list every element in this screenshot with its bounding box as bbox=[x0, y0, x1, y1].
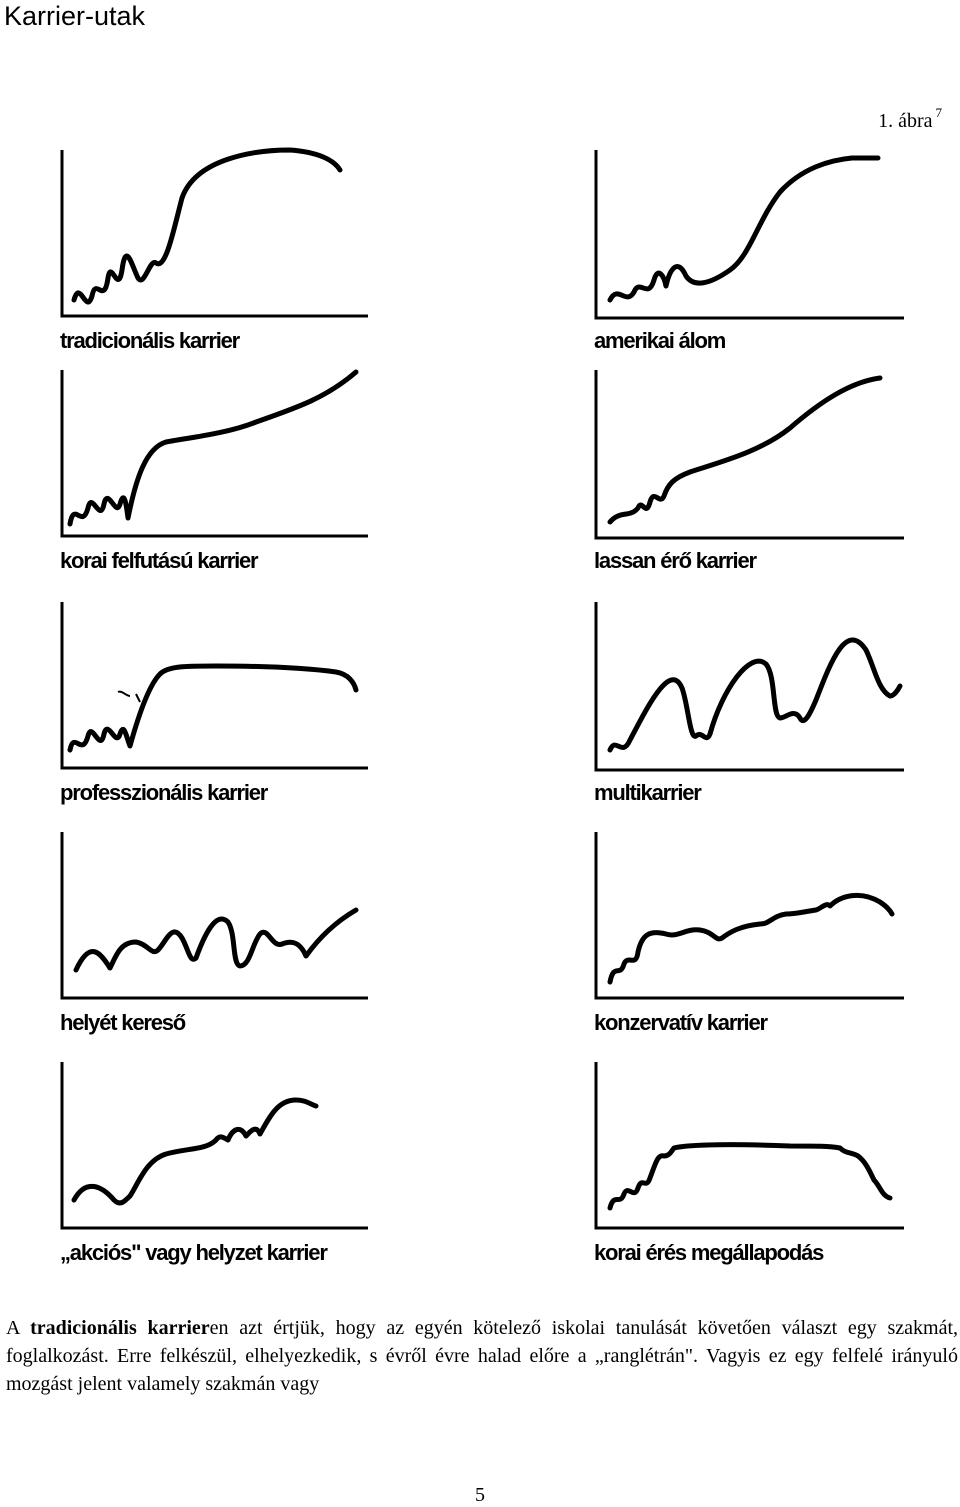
career-curve bbox=[610, 378, 880, 522]
career-graph-traditional bbox=[56, 148, 396, 363]
graph-axes bbox=[596, 370, 904, 538]
figure-reference bbox=[878, 100, 942, 134]
figure-label: 1. ábra bbox=[878, 110, 933, 132]
graph-axes bbox=[596, 832, 904, 998]
career-curve bbox=[74, 1100, 316, 1203]
career-graph-professional bbox=[56, 600, 396, 815]
graph-label: helyét kereső bbox=[60, 1010, 186, 1035]
graph-label: professzionális karrier bbox=[60, 780, 268, 805]
graph-axes bbox=[62, 832, 368, 998]
graph-axes bbox=[62, 602, 368, 768]
career-graph-early-start bbox=[56, 368, 396, 583]
career-curve bbox=[610, 640, 900, 750]
career-graph-multicareer bbox=[590, 600, 930, 815]
career-curve bbox=[76, 910, 356, 970]
footnote-marker: 7 bbox=[935, 105, 942, 120]
career-graph-searching bbox=[56, 830, 396, 1045]
graph-label: lassan érő karrier bbox=[594, 548, 756, 573]
graph-axes bbox=[62, 150, 368, 316]
page-number: 5 bbox=[475, 1484, 485, 1506]
page-heading: Karrier-utak bbox=[4, 1, 146, 31]
graph-label: korai érés megállapodás bbox=[594, 1240, 824, 1265]
career-graph-situational bbox=[56, 1060, 396, 1275]
graph-axes bbox=[596, 150, 904, 318]
graph-label: tradicionális karrier bbox=[60, 328, 240, 353]
career-graph-slow-maturing bbox=[590, 368, 930, 583]
paragraph-term: tradicionális karrier bbox=[30, 1317, 210, 1339]
graph-axes bbox=[62, 1062, 368, 1228]
career-graph-early-maturity bbox=[590, 1060, 930, 1275]
paragraph-text: en azt értjük, hogy az egyén kötelező iskolai tanulását követően választ egy szakmát, foglalkozást. Erre felkészül, elhelyezkedik, s évről évre halad előre a „ranglétrán". Vagyis ez egy felfelé irányuló mozgást jelent valamely szakmán vagy bbox=[6, 1317, 958, 1395]
career-graph-american-dream bbox=[590, 148, 930, 363]
graph-label: korai felfutású karrier bbox=[60, 548, 258, 573]
paragraph-lead: A bbox=[6, 1317, 31, 1339]
graph-label: „akciós" vagy helyzet karrier bbox=[60, 1240, 327, 1265]
career-curve bbox=[610, 895, 892, 982]
career-curve bbox=[70, 666, 356, 750]
graph-axes bbox=[596, 602, 904, 770]
graph-label: multikarrier bbox=[594, 780, 701, 805]
career-curve bbox=[70, 372, 356, 524]
body-paragraph bbox=[6, 1314, 958, 1398]
career-curve bbox=[610, 1145, 890, 1208]
career-graph-conservative bbox=[590, 830, 930, 1045]
stray-mark bbox=[118, 692, 140, 702]
career-curve bbox=[74, 150, 340, 302]
graph-label: konzervatív karrier bbox=[594, 1010, 767, 1035]
career-curve bbox=[610, 158, 878, 300]
graph-label: amerikai álom bbox=[594, 328, 726, 353]
